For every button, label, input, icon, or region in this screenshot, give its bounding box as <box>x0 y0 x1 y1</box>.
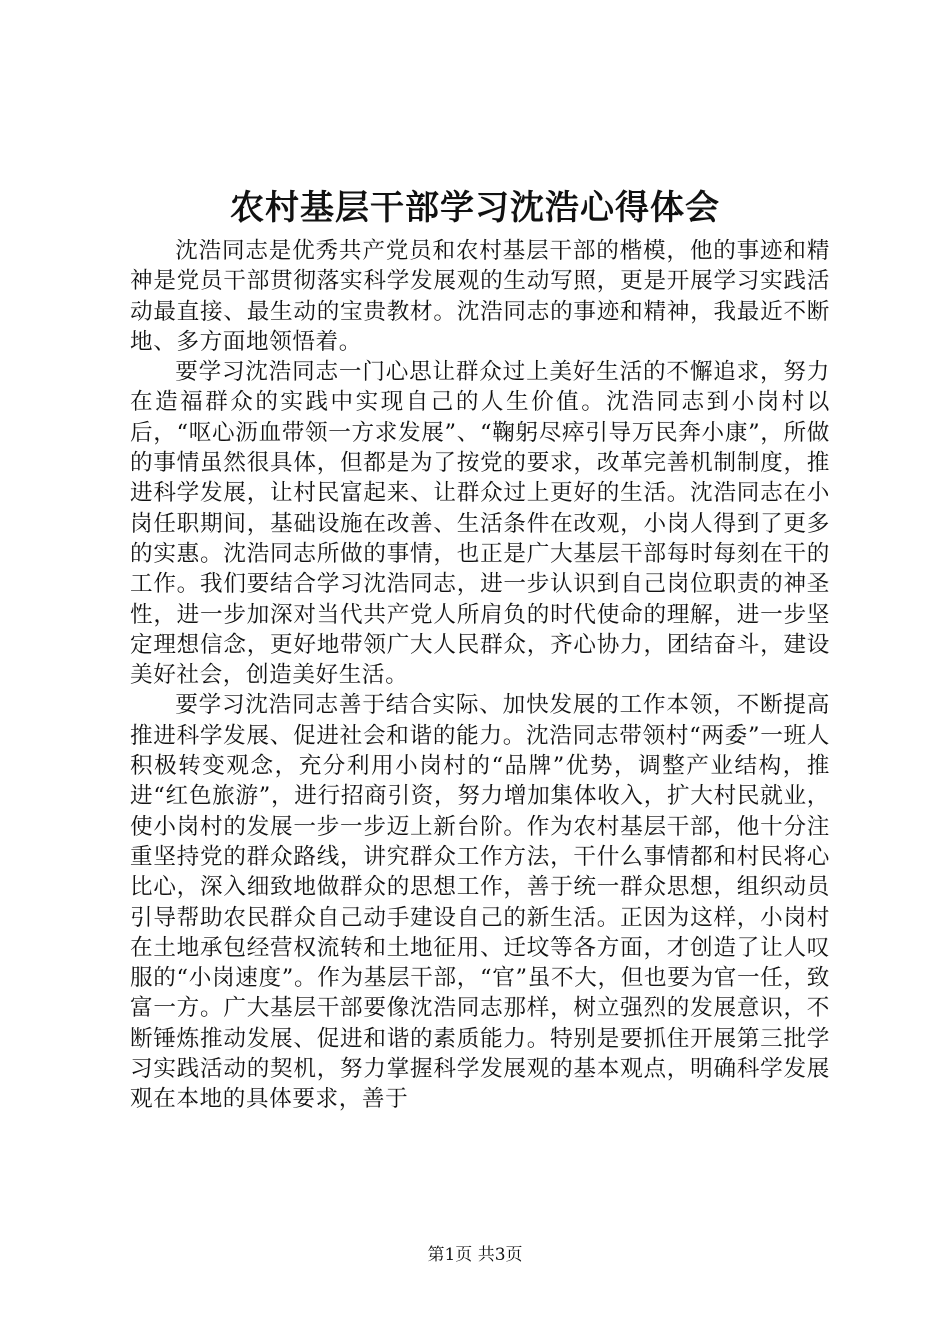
document-body <box>130 236 830 1115</box>
page-footer: 第1页 共3页 <box>427 1245 523 1265</box>
paragraph-1: 沈浩同志是优秀共产党员和农村基层干部的楷模，他的事迹和精神是党员干部贯彻落实科学发展观的生动写照，更是开展学习实践活动最直接、最生动的宝贵教材。沈浩同志的事迹和精神，我最近不断地、多方面地领悟着。 <box>130 238 830 355</box>
paragraph-3: 要学习沈浩同志善于结合实际、加快发展的工作本领，不断提高推进科学发展、促进社会和谐的能力。沈浩同志带领村“两委”一班人积极转变观念，充分利用小岗村的“品牌”优势，调整产业结构，推进“红色旅游”，进行招商引资，努力增加集体收入，扩大村民就业，使小岗村的发展一步一步迈上新台阶。作为农村基层干部，他十分注重坚持党的群众路线，讲究群众工作方法，干什么事情都和村民将心比心，深入细致地做群众的思想工作，善于统一群众思想，组织动员引导帮助农民群众自己动手建设自己的新生活。正因为这样，小岗村在土地承包经营权流转和土地征用、迁坟等各方面，才创造了让人叹服的“小岗速度”。作为基层干部，“官”虽不大，但也要为官一任，致富一方。广大基层干部要像沈浩同志那样，树立强烈的发展意识，不断锤炼推动发展、促进和谐的素质能力。特别是要抓住开展第三批学习实践活动的契机，努力掌握科学发展观的基本观点，明确科学发展观在本地的具体要求，善于 <box>130 692 830 1113</box>
paragraph-2: 要学习沈浩同志一门心思让群众过上美好生活的不懈追求，努力在造福群众的实践中实现自己的人生价值。沈浩同志到小岗村以后，“呕心沥血带领一方求发展”、“鞠躬尽瘁引导万民奔小康”，所做的事情虽然很具体，但都是为了按党的要求，改革完善机制制度，推进科学发展，让村民富起来、让群众过上更好的生活。沈浩同志在小岗任职期间，基础设施在改善、生活条件在改观，小岗人得到了更多的实惠。沈浩同志所做的事情，也正是广大基层干部每时每刻在干的工作。我们要结合学习沈浩同志，进一步认识到自己岗位职责的神圣性，进一步加深对当代共产党人所肩负的时代使命的理解，进一步坚定理想信念，更好地带领广大人民群众，齐心协力，团结奋斗，建设美好社会，创造美好生活。 <box>130 359 830 689</box>
document-title: 农村基层干部学习沈浩心得体会 <box>230 188 720 228</box>
